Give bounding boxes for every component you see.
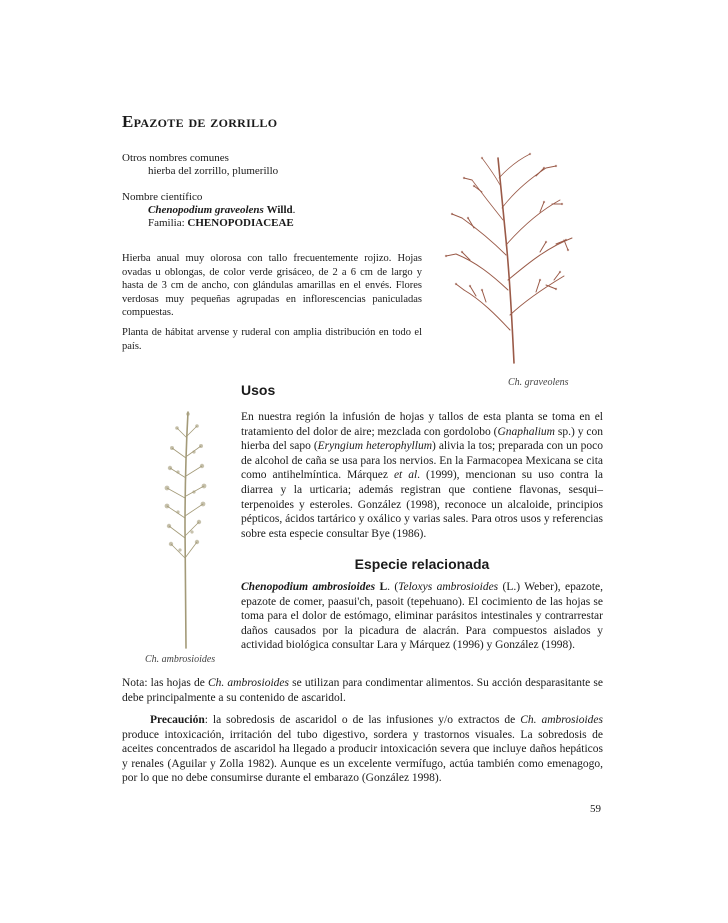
page-title: Epazote de zorrillo xyxy=(122,112,278,131)
precaution-species: Ch. ambrosioides xyxy=(520,714,603,726)
related-species-heading: Especie relacionada xyxy=(354,556,490,572)
family-line xyxy=(122,217,422,230)
ambrosioides-caption: Ch. ambrosioides xyxy=(145,654,216,665)
scientific-name-section xyxy=(122,191,422,230)
usos-heading: Usos xyxy=(241,382,276,398)
ambrosioides-illustration xyxy=(140,408,230,650)
nota-text-2: se utilizan para condimentar alimentos. Su acción desparasitante se debe principalmente a su contenido de ascaridol. xyxy=(122,677,603,704)
usos-text-4: . (1999), mencionan su uso contra la diarrea y la urticaria; además registran que contiene flavonas, sesqui–terpenoides y esteroles. González (1998), reconoce un alcaloide, principios pépticos, ácidos tartárico y oxálico y varias sales. Para otros usos y referencias sobre esta especie consultar Bye (1986). xyxy=(241,469,603,540)
nota-species: Ch. ambrosioides xyxy=(208,677,289,689)
family-name: CHENOPODIACEAE xyxy=(187,217,294,229)
eryngium-name: Eryngium heterophyllum xyxy=(317,440,432,453)
related-species-name: Chenopodium ambrosioides xyxy=(241,581,376,593)
description-paragraph: Hierba anual muy olorosa con tallo frecuentemente rojizo. Hojas ovadas u oblongas, de color verde grisáceo, de 2 a 6 cm de largo y hasta de 3 cm de ancho, con glándulas amarillas en el envés. Flores verdosas muy pequeñas agrupadas en inflorescencias paniculadas compuestas. xyxy=(122,253,422,319)
scientific-name: Chenopodium graveolens Willd. xyxy=(148,204,296,216)
graveolens-illustration xyxy=(436,150,596,365)
usos-text-3: ) alivia la tos; preparada con un poco de alcohol de caña se usa para los nervios. En la Farmacopea Mexicana se cita como antihelmíntica. Márquez xyxy=(241,440,603,482)
precaution-paragraph xyxy=(122,713,603,786)
nota-text-1: Nota: las hojas de xyxy=(122,677,208,689)
nota-paragraph xyxy=(122,676,603,705)
gnaphalium-name: Gnaphalium xyxy=(497,425,555,438)
precaution-text-1: : la sobredosis de ascaridol o de las infusiones y/o extractos de xyxy=(204,714,521,726)
graveolens-caption: Ch. graveolens xyxy=(508,377,569,388)
common-names-section xyxy=(122,152,422,178)
family-label: Familia: xyxy=(148,217,185,229)
usos-paragraph xyxy=(241,410,603,541)
page-number: 59 xyxy=(590,803,601,815)
related-species-paragraph xyxy=(241,580,603,653)
common-names-label: Otros nombres comunes xyxy=(122,152,229,164)
species-name: Chenopodium graveolens xyxy=(148,204,264,216)
species-author: Willd xyxy=(266,204,293,216)
et-al: et al xyxy=(393,469,418,482)
usos-text-2: sp.) y con hierba del sapo ( xyxy=(241,425,603,453)
habitat-paragraph: Planta de hábitat arvense y ruderal con amplia distribución en todo el país. xyxy=(122,327,422,352)
usos-text-1: En nuestra región la infusión de hojas y tallos de esta planta se toma en el tratamiento del dolor de aire; mezclada con gordolobo ( xyxy=(241,411,603,438)
related-species-author: L xyxy=(379,581,388,593)
related-synonym: Teloxys ambrosioides xyxy=(398,581,499,593)
related-syn-open: . ( xyxy=(387,581,399,593)
precaution-label: Precaución xyxy=(150,714,205,726)
scientific-name-label: Nombre científico xyxy=(122,191,203,203)
common-names-value: hierba del zorrillo, plumerillo xyxy=(148,165,279,177)
precaution-text-2: produce intoxicación, irritación del tubo digestivo, sordera y trastornos visuales. La sobredosis de aceites concentrados de ascaridol ha llegado a producir intoxicación severa que incluye daños hepáticos y renales (Aguilar y Zolla 1982). Aunque es un excelente vermífugo, actúa también como emenagogo, por lo que no debe consumirse durante el embarazo (González 1998). xyxy=(122,728,603,785)
related-text: (L.) Weber), epazote, epazote de comer, paasui'ch, pasoit (tepehuano). El cocimiento de las hojas se toma para el dolor de estómago, eliminar parásitos intestinales y contrarrestar daños causados por la picadura de alacrán. Para compuestos aislados y actividad biológica consultar Lara y Márquez (1996) y González (1998). xyxy=(241,581,603,652)
